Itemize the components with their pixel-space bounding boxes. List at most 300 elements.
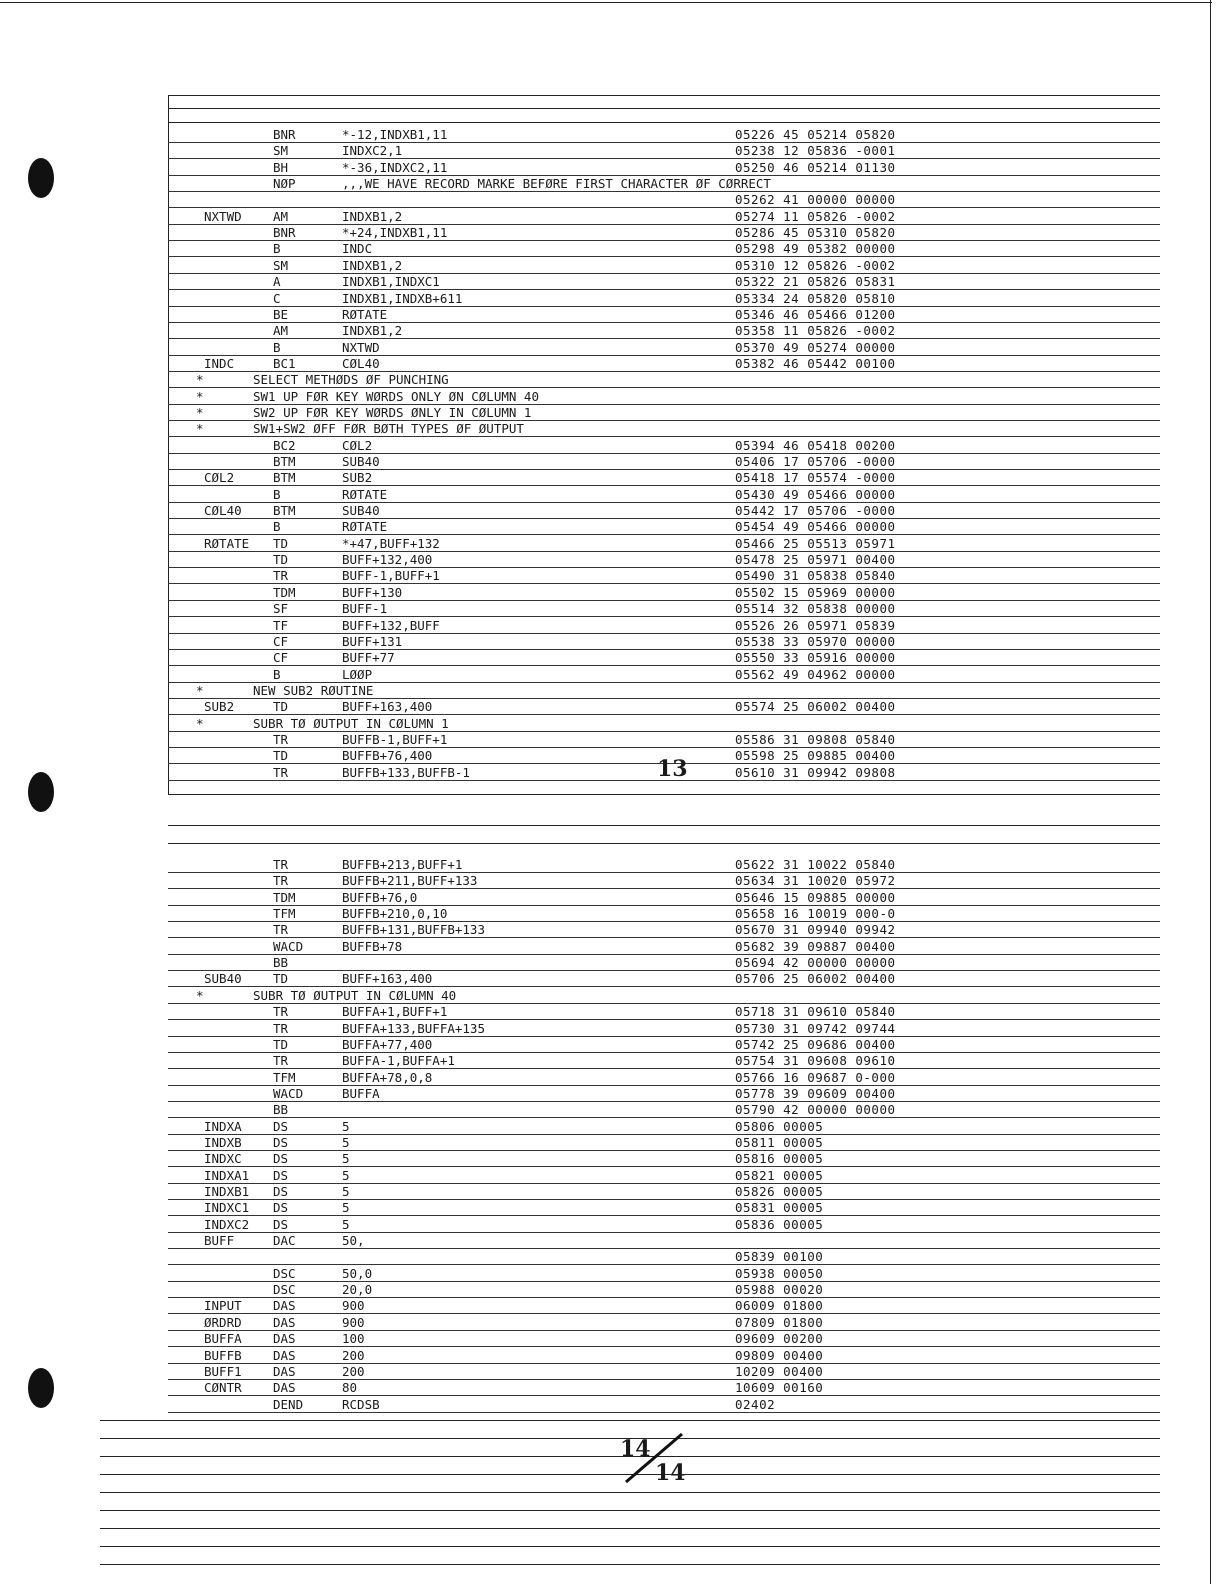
label-field: BUFF1 — [204, 1363, 242, 1379]
listing-line — [0, 1364, 1224, 1380]
operand-field: BUFF+163,400 — [342, 971, 433, 987]
listing-line — [0, 667, 1224, 683]
page-number-bottom-lower: 14 — [655, 1460, 686, 1486]
listing-line — [0, 454, 1224, 470]
operand-field: RCDSB — [342, 1396, 380, 1412]
opcode-field: DS — [273, 1167, 289, 1183]
listing-line — [0, 1348, 1224, 1364]
operand-field: SUB40 — [342, 503, 380, 519]
operand-field: SUB2 — [342, 470, 373, 486]
operand-field: 50, — [342, 1233, 365, 1249]
listing-line — [0, 939, 1224, 955]
label-field: INPUT — [204, 1298, 242, 1314]
comment-text: SUBR TØ ØUTPUT IN CØLUMN 40 — [253, 987, 457, 1003]
label-field: INDXC1 — [204, 1200, 250, 1216]
label-field: INDXC — [204, 1151, 242, 1167]
object-code-field: 05310 12 05826 -0002 — [735, 257, 896, 273]
opcode-field: TR — [273, 1004, 289, 1020]
listing-line — [0, 971, 1224, 987]
listing-line — [0, 1021, 1224, 1037]
object-code-field: 05574 25 06002 00400 — [735, 699, 896, 715]
operand-field: RØTATE — [342, 519, 388, 535]
comment-marker: * — [196, 388, 204, 404]
operand-field: NXTWD — [342, 339, 380, 355]
operand-field: BUFFA+78,0,8 — [342, 1069, 433, 1085]
comment-marker: * — [196, 421, 204, 437]
operand-field: CØL2 — [342, 437, 373, 453]
opcode-field: DAS — [273, 1331, 296, 1347]
listing-line — [0, 405, 1224, 421]
listing-line — [0, 536, 1224, 552]
object-code-field: 05610 31 09942 09808 — [735, 764, 896, 780]
object-code-field: 05839 00100 — [735, 1249, 824, 1265]
page-number-top: 13 — [657, 756, 688, 782]
opcode-field: B — [273, 339, 281, 355]
listing-line — [0, 143, 1224, 159]
operand-field: INDXB1,INDXC1 — [342, 274, 440, 290]
object-code-field: 05538 33 05970 00000 — [735, 633, 896, 649]
listing-line — [0, 1135, 1224, 1151]
listing-line — [0, 291, 1224, 307]
opcode-field: TR — [273, 731, 289, 747]
footer-rule-7 — [100, 1528, 1160, 1529]
operand-field: LØØP — [342, 666, 373, 682]
opcode-field: DAS — [273, 1314, 296, 1330]
object-code-field: 05442 17 05706 -0000 — [735, 503, 896, 519]
object-code-field: 05988 00020 — [735, 1282, 824, 1298]
listing-line — [0, 955, 1224, 971]
operand-field: BUFFA+1,BUFF+1 — [342, 1004, 448, 1020]
listing-line — [0, 372, 1224, 388]
operand-field: 5 — [342, 1167, 350, 1183]
label-field: ØRDRD — [204, 1314, 242, 1330]
object-code-field: 05478 25 05971 00400 — [735, 552, 896, 568]
opcode-field: BNR — [273, 127, 296, 142]
operand-field: BUFFB+76,400 — [342, 748, 433, 764]
opcode-field: BTM — [273, 503, 296, 519]
operand-field: SUB40 — [342, 454, 380, 469]
label-field: CØL2 — [204, 470, 235, 486]
object-code-field: 05322 21 05826 05831 — [735, 274, 896, 290]
listing-line — [0, 274, 1224, 290]
operand-field: BUFF+132,BUFF — [342, 617, 440, 633]
listing-line — [0, 1249, 1224, 1265]
listing-line — [0, 340, 1224, 356]
object-code-field: 05646 15 09885 00000 — [735, 889, 896, 905]
opcode-field: TR — [273, 922, 289, 938]
listing-line — [0, 699, 1224, 715]
listing-line — [0, 258, 1224, 274]
operand-field: INDXB1,INDXB+611 — [342, 290, 463, 306]
listing-line — [0, 1282, 1224, 1298]
listing-line — [0, 1200, 1224, 1216]
listing-line — [0, 568, 1224, 584]
object-code-field: 05811 00005 — [735, 1134, 824, 1150]
operand-field: BUFFA-1,BUFFA+1 — [342, 1053, 455, 1069]
comment-marker: * — [196, 682, 204, 698]
opcode-field: TR — [273, 873, 289, 889]
listing-line — [0, 503, 1224, 519]
opcode-field: TDM — [273, 889, 296, 905]
object-code-field: 05406 17 05706 -0000 — [735, 454, 896, 469]
opcode-field: TDM — [273, 584, 296, 600]
block-separator-2 — [168, 825, 1160, 826]
opcode-field: CF — [273, 633, 289, 649]
opcode-field: A — [273, 274, 281, 290]
opcode-field: TD — [273, 535, 289, 551]
opcode-field: TD — [273, 1036, 289, 1052]
opcode-field: DS — [273, 1151, 289, 1167]
operand-field: BUFFA — [342, 1085, 380, 1101]
opcode-field: BH — [273, 159, 289, 175]
object-code-field: 05562 49 04962 00000 — [735, 666, 896, 682]
object-code-field: 05286 45 05310 05820 — [735, 225, 896, 241]
object-code-field: 05526 26 05971 05839 — [735, 617, 896, 633]
object-code-field: 05586 31 09808 05840 — [735, 731, 896, 747]
footer-rule-6 — [100, 1510, 1160, 1511]
operand-field: 100 — [342, 1331, 365, 1347]
object-code-field: 05816 00005 — [735, 1151, 824, 1167]
listing-line — [0, 716, 1224, 732]
operand-field: BUFFB+76,0 — [342, 889, 418, 905]
object-code-field: 05694 42 00000 00000 — [735, 955, 896, 971]
opcode-field: SM — [273, 143, 289, 159]
operand-field: 5 — [342, 1216, 350, 1232]
operand-field: 5 — [342, 1184, 350, 1199]
listing-line — [0, 241, 1224, 257]
object-code-field: 05718 31 09610 05840 — [735, 1004, 896, 1020]
opcode-field: DS — [273, 1118, 289, 1134]
opcode-field: WACD — [273, 938, 304, 954]
listing-line — [0, 650, 1224, 666]
opcode-field: BTM — [273, 470, 296, 486]
opcode-field: AM — [273, 208, 289, 224]
listing-line — [0, 307, 1224, 323]
listing-line — [0, 857, 1224, 873]
label-field: NXTWD — [204, 208, 242, 224]
opcode-field: BTM — [273, 454, 296, 469]
label-field: BUFFA — [204, 1331, 242, 1347]
listing-line — [0, 732, 1224, 748]
object-code-field: 05730 31 09742 09744 — [735, 1020, 896, 1036]
object-code-field: 05274 11 05826 -0002 — [735, 208, 896, 224]
comment-text: SW1 UP FØR KEY WØRDS ONLY ØN CØLUMN 40 — [253, 388, 539, 404]
label-field: CØL40 — [204, 503, 242, 519]
operand-field: BUFFB+131,BUFFB+133 — [342, 922, 485, 938]
label-field: SUB40 — [204, 971, 242, 987]
object-code-field: 05394 46 05418 00200 — [735, 437, 896, 453]
object-code-field: 05826 00005 — [735, 1184, 824, 1199]
listing-line — [0, 192, 1224, 208]
operand-field: *+24,INDXB1,11 — [342, 225, 448, 241]
listing-line — [0, 127, 1224, 143]
listing-line — [0, 890, 1224, 906]
comment-marker: * — [196, 372, 204, 388]
opcode-field: DAC — [273, 1233, 296, 1249]
top-rule-3 — [168, 122, 1160, 123]
label-field: INDC — [204, 355, 235, 371]
object-code-field: 05754 31 09608 09610 — [735, 1053, 896, 1069]
operand-field: BUFFB+211,BUFF+133 — [342, 873, 478, 889]
object-code-field: 09609 00200 — [735, 1331, 824, 1347]
operand-field: 900 — [342, 1298, 365, 1314]
opcode-field: DS — [273, 1216, 289, 1232]
operand-field: BUFFB+133,BUFFB-1 — [342, 764, 470, 780]
object-code-field: 05778 39 09609 00400 — [735, 1085, 896, 1101]
object-code-field: 05346 46 05466 01200 — [735, 306, 896, 322]
object-code-field: 10609 00160 — [735, 1380, 824, 1396]
listing-line — [0, 618, 1224, 634]
opcode-field: C — [273, 290, 281, 306]
object-code-field: 05358 11 05826 -0002 — [735, 323, 896, 339]
comment-text: SW2 UP FØR KEY WØRDS ØNLY IN CØLUMN 1 — [253, 404, 532, 420]
block-separator-3 — [168, 843, 1160, 844]
listing-line — [0, 1053, 1224, 1069]
object-code-field: 05334 24 05820 05810 — [735, 290, 896, 306]
operand-field: 80 — [342, 1380, 358, 1396]
operand-field: 5 — [342, 1118, 350, 1134]
listing-line — [0, 438, 1224, 454]
opcode-field: TR — [273, 1020, 289, 1036]
opcode-field: DSC — [273, 1282, 296, 1298]
opcode-field: DAS — [273, 1298, 296, 1314]
listing-line — [0, 1184, 1224, 1200]
object-code-field: 05821 00005 — [735, 1167, 824, 1183]
top-rule-1 — [168, 95, 1160, 96]
opcode-field: TD — [273, 552, 289, 568]
listing-line — [0, 1151, 1224, 1167]
opcode-field: B — [273, 519, 281, 535]
label-field: INDXB — [204, 1134, 242, 1150]
opcode-field: DAS — [273, 1363, 296, 1379]
listing-line — [0, 1266, 1224, 1282]
operand-field: INDXB1,2 — [342, 257, 403, 273]
listing-line — [0, 1397, 1224, 1413]
operand-field: ,,,WE HAVE RECORD MARKE BEFØRE FIRST CHARACTER ØF CØRRECT — [342, 176, 771, 192]
footer-rule-8 — [100, 1546, 1160, 1547]
object-code-field: 05670 31 09940 09942 — [735, 922, 896, 938]
operand-field: 5 — [342, 1151, 350, 1167]
opcode-field: TR — [273, 568, 289, 584]
object-code-field: 05766 16 09687 0-000 — [735, 1069, 896, 1085]
listing-line — [0, 389, 1224, 405]
object-code-field: 02402 — [735, 1396, 776, 1412]
listing-line — [0, 160, 1224, 176]
object-code-field: 05382 46 05442 00100 — [735, 355, 896, 371]
listing-line — [0, 1217, 1224, 1233]
listing-line — [0, 748, 1224, 764]
operand-field: CØL40 — [342, 355, 380, 371]
opcode-field: AM — [273, 323, 289, 339]
object-code-field: 05938 00050 — [735, 1265, 824, 1281]
listing-line — [0, 988, 1224, 1004]
operand-field: 50,0 — [342, 1265, 373, 1281]
listing-line — [0, 225, 1224, 241]
object-code-field: 10209 00400 — [735, 1363, 824, 1379]
listing-line — [0, 1119, 1224, 1135]
listing-line — [0, 356, 1224, 372]
opcode-field: B — [273, 486, 281, 502]
opcode-field: DS — [273, 1134, 289, 1150]
listing-line — [0, 1102, 1224, 1118]
listing-line — [0, 683, 1224, 699]
listing-line — [0, 1298, 1224, 1314]
object-code-field: 05238 12 05836 -0001 — [735, 143, 896, 159]
label-field: RØTATE — [204, 535, 250, 551]
object-code-field: 05634 31 10020 05972 — [735, 873, 896, 889]
listing-line — [0, 1086, 1224, 1102]
object-code-field: 05454 49 05466 00000 — [735, 519, 896, 535]
operand-field: INDXC2,1 — [342, 143, 403, 159]
opcode-field: WACD — [273, 1085, 304, 1101]
operand-field: BUFF+130 — [342, 584, 403, 600]
listing-line — [0, 1331, 1224, 1347]
operand-field: BUFF-1 — [342, 601, 388, 617]
opcode-field: B — [273, 241, 281, 257]
listing-line — [0, 487, 1224, 503]
opcode-field: SM — [273, 257, 289, 273]
footer-rule-5 — [100, 1492, 1160, 1493]
operand-field: *-36,INDXC2,11 — [342, 159, 448, 175]
label-field: INDXC2 — [204, 1216, 250, 1232]
operand-field: 200 — [342, 1347, 365, 1363]
label-field: BUFFB — [204, 1347, 242, 1363]
label-field: BUFF — [204, 1233, 235, 1249]
object-code-field: 05836 00005 — [735, 1216, 824, 1232]
operand-field: BUFFB+213,BUFF+1 — [342, 857, 463, 872]
object-code-field: 05682 39 09887 00400 — [735, 938, 896, 954]
opcode-field: DEND — [273, 1396, 304, 1412]
opcode-field: TR — [273, 1053, 289, 1069]
operand-field: BUFFB+210,0,10 — [342, 906, 448, 922]
operand-field: 5 — [342, 1200, 350, 1216]
object-code-field: 05658 16 10019 000-0 — [735, 906, 896, 922]
object-code-field: 05466 25 05513 05971 — [735, 535, 896, 551]
listing-line — [0, 1380, 1224, 1396]
operand-field: BUFFB+78 — [342, 938, 403, 954]
opcode-field: TR — [273, 764, 289, 780]
opcode-field: DSC — [273, 1265, 296, 1281]
operand-field: RØTATE — [342, 486, 388, 502]
opcode-field: TFM — [273, 1069, 296, 1085]
object-code-field: 05706 25 06002 00400 — [735, 971, 896, 987]
object-code-field: 05298 49 05382 00000 — [735, 241, 896, 257]
operand-field: BUFFA+77,400 — [342, 1036, 433, 1052]
opcode-field: TD — [273, 971, 289, 987]
label-field: INDXB1 — [204, 1184, 250, 1199]
object-code-field: 05742 25 09686 00400 — [735, 1036, 896, 1052]
operand-field: INDXB1,2 — [342, 208, 403, 224]
listing-line — [0, 519, 1224, 535]
object-code-field: 05831 00005 — [735, 1200, 824, 1216]
operand-field: 20,0 — [342, 1282, 373, 1298]
listing-line — [0, 552, 1224, 568]
operand-field: INDXB1,2 — [342, 323, 403, 339]
footer-rule-9 — [100, 1564, 1160, 1565]
opcode-field: DS — [273, 1200, 289, 1216]
comment-marker: * — [196, 715, 204, 731]
block-separator-1 — [168, 794, 1160, 795]
object-code-field: 05550 33 05916 00000 — [735, 650, 896, 666]
operand-field: BUFF+131 — [342, 633, 403, 649]
listing-line — [0, 585, 1224, 601]
opcode-field: CF — [273, 650, 289, 666]
comment-text: NEW SUB2 RØUTINE — [253, 682, 374, 698]
listing-line — [0, 209, 1224, 225]
comment-marker: * — [196, 987, 204, 1003]
listing-line — [0, 1168, 1224, 1184]
listing-line — [0, 1070, 1224, 1086]
operand-field: BUFF-1,BUFF+1 — [342, 568, 440, 584]
object-code-field: 05418 17 05574 -0000 — [735, 470, 896, 486]
listing-line — [0, 873, 1224, 889]
object-code-field: 07809 01800 — [735, 1314, 824, 1330]
operand-field: *-12,INDXB1,11 — [342, 127, 448, 142]
operand-field: BUFF+132,400 — [342, 552, 433, 568]
top-page-edge — [0, 2, 1212, 3]
object-code-field: 05250 46 05214 01130 — [735, 159, 896, 175]
listing-line — [0, 634, 1224, 650]
operand-field: 900 — [342, 1314, 365, 1330]
label-field: SUB2 — [204, 699, 235, 715]
listing-line — [0, 765, 1224, 781]
comment-text: SW1+SW2 ØFF FØR BØTH TYPES ØF ØUTPUT — [253, 421, 524, 437]
object-code-field: 06009 01800 — [735, 1298, 824, 1314]
operand-field: INDC — [342, 241, 373, 257]
object-code-field: 05598 25 09885 00400 — [735, 748, 896, 764]
comment-text: SUBR TØ ØUTPUT IN CØLUMN 1 — [253, 715, 449, 731]
object-code-field: 05490 31 05838 05840 — [735, 568, 896, 584]
opcode-field: NØP — [273, 176, 296, 192]
label-field: INDXA1 — [204, 1167, 250, 1183]
object-code-field: 05370 49 05274 00000 — [735, 339, 896, 355]
opcode-field: BE — [273, 306, 289, 322]
listing-line — [0, 922, 1224, 938]
operand-field: 200 — [342, 1363, 365, 1379]
opcode-field: DAS — [273, 1380, 296, 1396]
comment-text: SELECT METHØDS ØF PUNCHING — [253, 372, 449, 388]
opcode-field: BB — [273, 1102, 289, 1118]
opcode-field: BC2 — [273, 437, 296, 453]
opcode-field: BB — [273, 955, 289, 971]
listing-line — [0, 323, 1224, 339]
object-code-field: 05806 00005 — [735, 1118, 824, 1134]
operand-field: RØTATE — [342, 306, 388, 322]
listing-line — [0, 1315, 1224, 1331]
listing-line — [0, 906, 1224, 922]
listing-line — [0, 1037, 1224, 1053]
opcode-field: SF — [273, 601, 289, 617]
operand-field: BUFF+77 — [342, 650, 395, 666]
opcode-field: BNR — [273, 225, 296, 241]
listing-line — [0, 601, 1224, 617]
label-field: INDXA — [204, 1118, 242, 1134]
object-code-field: 05226 45 05214 05820 — [735, 127, 896, 142]
object-code-field: 09809 00400 — [735, 1347, 824, 1363]
listing-line — [0, 1004, 1224, 1020]
page-number-bottom-upper: 14 — [620, 1436, 651, 1462]
object-code-field: 05502 15 05969 00000 — [735, 584, 896, 600]
listing-line — [0, 470, 1224, 486]
listing-line — [0, 1233, 1224, 1249]
object-code-field: 05790 42 00000 00000 — [735, 1102, 896, 1118]
opcode-field: TF — [273, 617, 289, 633]
object-code-field: 05430 49 05466 00000 — [735, 486, 896, 502]
comment-marker: * — [196, 404, 204, 420]
label-field: CØNTR — [204, 1380, 242, 1396]
opcode-field: TR — [273, 857, 289, 872]
opcode-field: TFM — [273, 906, 296, 922]
